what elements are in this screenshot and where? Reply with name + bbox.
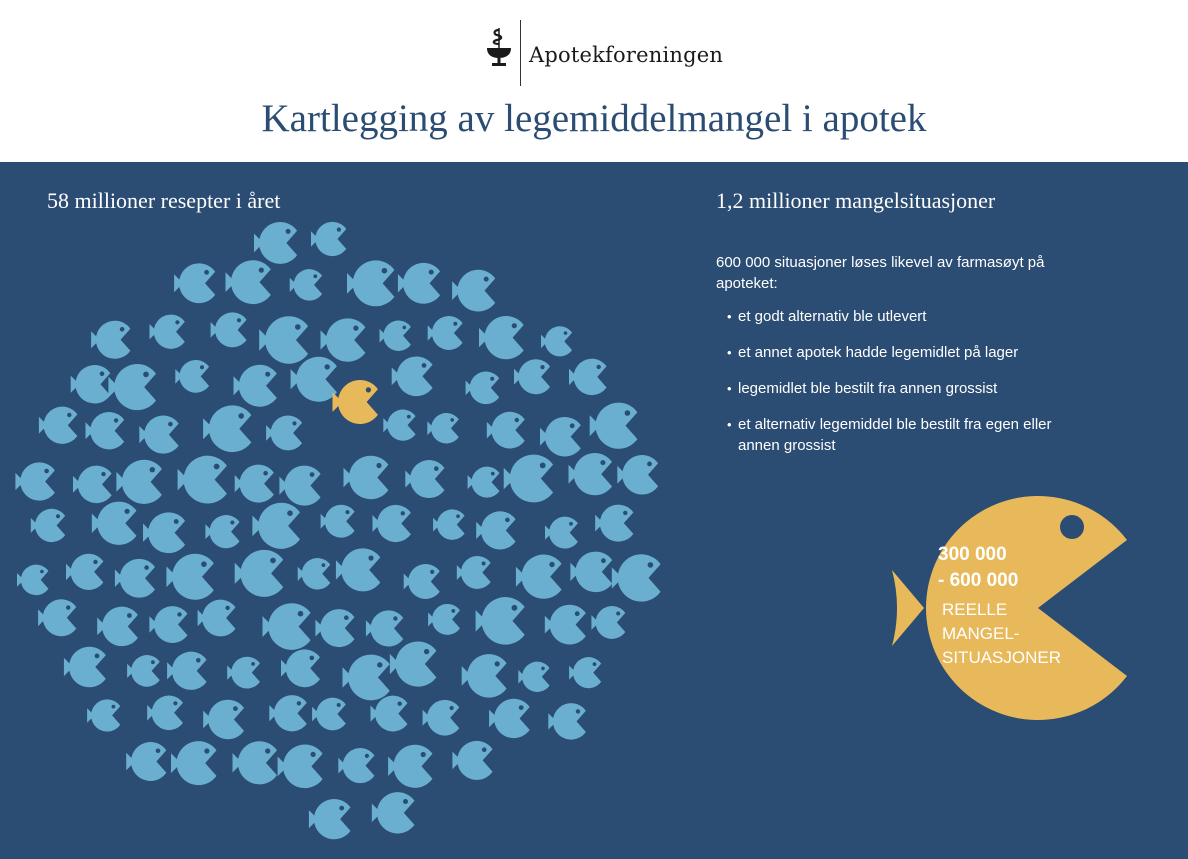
fish-icon: [457, 556, 491, 589]
fish-icon: [149, 606, 187, 643]
range-line: 300 000: [938, 544, 1007, 565]
fish-icon: [281, 649, 320, 687]
fish-icon: [548, 703, 586, 739]
fish-icon: [590, 403, 638, 449]
fish-icon: [366, 610, 403, 646]
fish-icon: [390, 641, 437, 686]
fish-icon: [15, 462, 55, 500]
fish-icon: [312, 698, 346, 731]
fish-icon: [612, 554, 661, 601]
fish-icon: [371, 696, 408, 732]
fish-icon: [203, 405, 251, 452]
fish-icon: [139, 416, 178, 454]
fish-icon: [428, 316, 463, 350]
fish-icon: [64, 647, 106, 688]
fish-icon: [452, 741, 492, 780]
fish-icon: [570, 552, 612, 593]
fish-icon: [373, 505, 411, 542]
fish-icon: [388, 745, 432, 788]
fish-icon: [298, 558, 331, 590]
fish-icon: [211, 312, 247, 347]
fish-icon: [569, 657, 601, 688]
fish-icon: [462, 654, 507, 698]
fish-icon: [143, 512, 185, 553]
fish-icon: [321, 318, 366, 361]
fish-icon: [343, 655, 390, 701]
fish-icon: [116, 460, 161, 504]
fish-icon: [235, 550, 284, 597]
fish-icon: [479, 316, 524, 359]
fish-icon: [545, 517, 578, 549]
fish-icon: [150, 315, 185, 349]
list-item: • et annet apotek hadde legemidlet på lager: [716, 342, 1096, 363]
bowl-of-hygieia-icon: [484, 28, 514, 68]
fish-icon: [254, 222, 297, 264]
fish-icon: [291, 357, 337, 402]
fish-icon: [66, 554, 103, 590]
fish-icon: [321, 505, 355, 538]
fish-icon: [278, 745, 323, 789]
fish-icon: [309, 799, 351, 839]
fish-icon: [233, 741, 278, 784]
fish-icon: [489, 699, 530, 738]
fish-icon: [476, 511, 515, 549]
fish-icon: [315, 609, 354, 647]
shortage-heading: 1,2 millioner mangelsituasjoner: [716, 188, 996, 213]
fish-icon: [541, 326, 572, 356]
fish-icon: [226, 260, 271, 304]
fish-icon: [39, 407, 78, 444]
fish-icon: [87, 699, 120, 731]
page-title: Kartlegging av legemiddelmangel i apotek: [261, 97, 927, 140]
resolved-intro: 600 000 situasjoner løses likevel av farmasøyt på apoteket:: [716, 254, 1045, 292]
fish-icon: [591, 606, 625, 639]
fish-icon: [174, 263, 215, 303]
fish-icon: [516, 555, 562, 599]
fish-icon: [73, 466, 112, 503]
fish-icon: [338, 748, 374, 783]
list-item: • et alternativ legemiddel ble bestilt fra egen eller annen grossist: [716, 414, 1096, 456]
fish-icon: [428, 604, 460, 635]
fish-icon: [504, 455, 553, 503]
fish-icon: [203, 700, 244, 740]
fish-icon: [263, 603, 311, 650]
fish-icon: [126, 742, 166, 781]
fish-icon: [423, 700, 460, 736]
fish-icon: [235, 465, 274, 503]
fish-icon: [266, 416, 302, 451]
prescriptions-heading: 58 millioner resepter i året: [47, 188, 281, 213]
fish-icon: [91, 321, 130, 359]
fish-icon: [167, 652, 207, 690]
fish-icon: [468, 467, 500, 498]
fish-icon: [392, 356, 433, 396]
fish-icon: [198, 600, 236, 637]
fish-icon: [569, 359, 607, 395]
label-line: MANGEL-: [942, 624, 1020, 643]
fish-icon: [617, 455, 658, 494]
fish-icon: [595, 505, 633, 542]
fish-icon: [171, 741, 217, 785]
fish-icon: [234, 365, 277, 407]
fish-icon: [311, 222, 346, 256]
fish-icon: [476, 597, 525, 645]
shortage-label: [942, 598, 1061, 670]
fish-icon: [252, 503, 300, 549]
fish-icon: [452, 270, 495, 312]
fish-icon: [383, 410, 415, 441]
fish-icon: [269, 695, 307, 731]
list-item: • et godt alternativ ble utlevert: [716, 306, 1096, 327]
header: [0, 0, 1188, 162]
fish-icon: [86, 412, 125, 449]
fish-icon: [405, 460, 444, 498]
logo-divider: [520, 20, 521, 86]
fish-icon: [38, 599, 76, 636]
fish-icon: [127, 655, 160, 687]
fish-icon: [17, 565, 49, 596]
fish-icon: [175, 360, 209, 393]
fish-icon: [92, 502, 137, 545]
fish-icon: [372, 792, 415, 833]
fish-icon: [205, 515, 239, 548]
fish-icon: [115, 559, 155, 598]
range-line: - 600 000: [938, 570, 1019, 591]
fish-icon: [71, 365, 111, 403]
fish-icon: [487, 412, 525, 449]
fish-icon: [545, 605, 586, 645]
list-item: • legemidlet ble bestilt fra annen grossist: [716, 378, 1096, 399]
infographic-panel: [0, 162, 1188, 859]
fish-icon: [433, 509, 465, 539]
shortage-range: [938, 542, 1018, 594]
fish-icon: [427, 413, 459, 444]
fish-icon: [380, 321, 411, 351]
fish-icon: [336, 548, 380, 591]
resolution-list: [716, 306, 1096, 471]
fish-icon: [404, 564, 440, 599]
fish-icon: [540, 417, 581, 457]
fish-icon: [290, 269, 322, 300]
fish-icon: [147, 695, 183, 730]
logo-text: Apotekforeningen: [529, 43, 724, 67]
fish-icon: [178, 456, 227, 504]
fish-school: [0, 162, 700, 859]
fish-icon: [108, 364, 156, 410]
fish-icon: [344, 456, 389, 500]
fish-icon: [97, 607, 138, 646]
label-line: REELLE: [942, 600, 1008, 619]
fish-icon: [31, 509, 65, 542]
fish-icon: [279, 466, 320, 506]
fish-icon: [518, 662, 549, 692]
fish-icon: [347, 260, 394, 306]
label-line: SITUASJONER: [942, 648, 1062, 667]
fish-icon: [166, 554, 213, 600]
fish-icon: [514, 359, 550, 394]
fish-icon: [227, 657, 260, 689]
fish-icon: [466, 371, 500, 404]
fish-icon: [259, 316, 308, 363]
fish-icon: [569, 453, 613, 495]
highlighted-fish-icon: [333, 380, 378, 424]
fish-icon: [398, 263, 440, 304]
